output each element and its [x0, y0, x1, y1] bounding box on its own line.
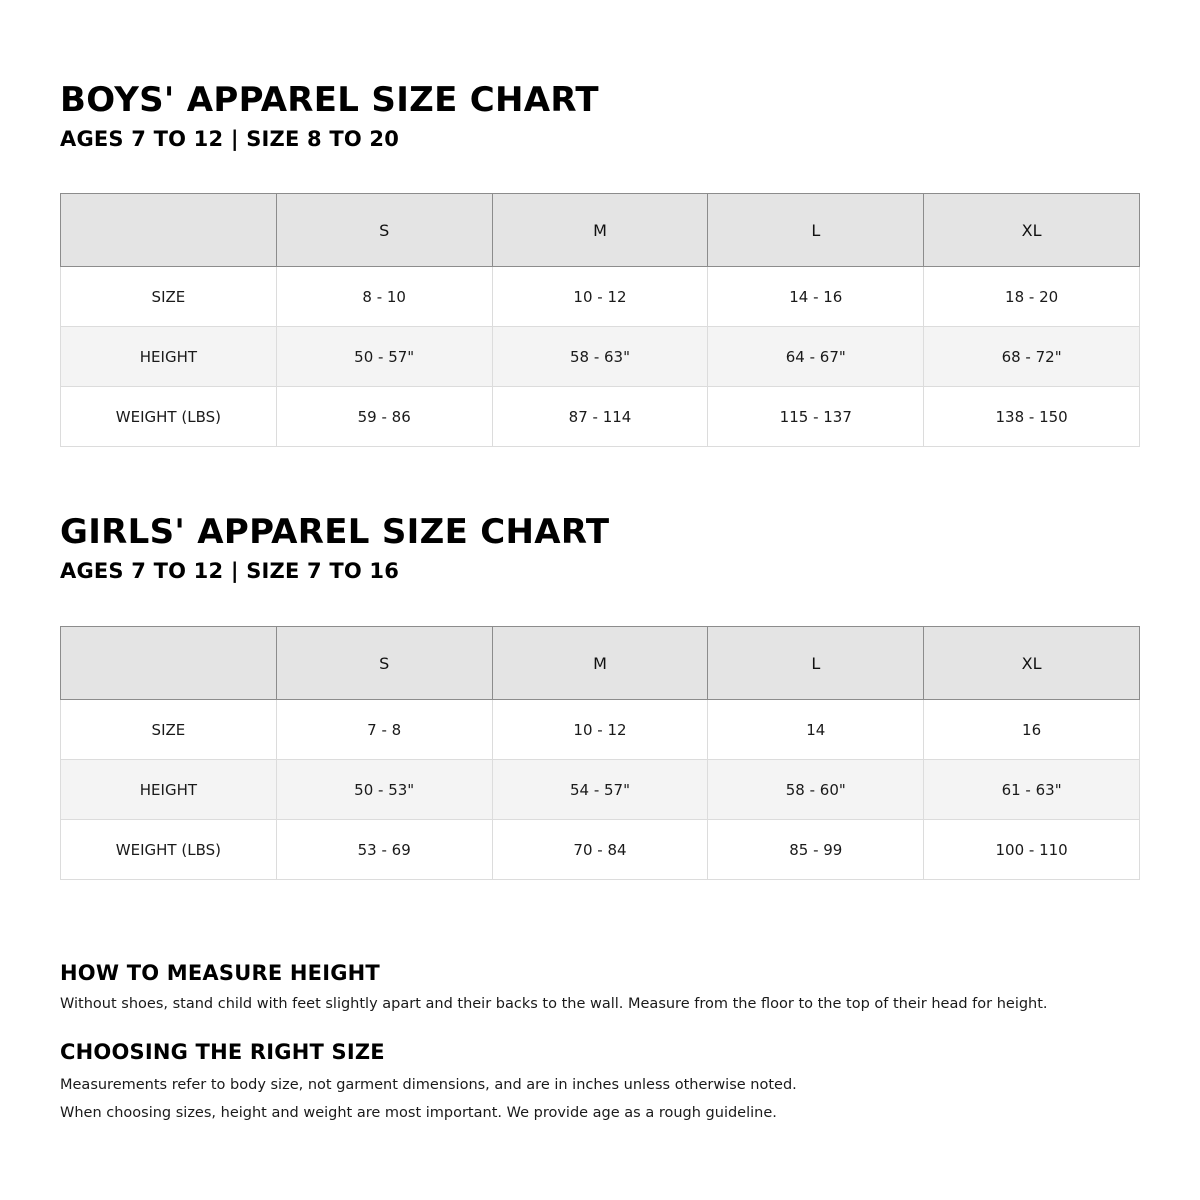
header-cell-l: L: [708, 627, 924, 700]
table-cell: 58 - 63": [492, 327, 708, 387]
row-label: WEIGHT (LBS): [61, 387, 277, 447]
header-cell-xl: XL: [924, 194, 1140, 267]
boys-chart-title: BOYS' APPAREL SIZE CHART: [60, 80, 599, 120]
row-label: HEIGHT: [61, 760, 277, 820]
table-cell: 14: [708, 700, 924, 760]
row-label: HEIGHT: [61, 327, 277, 387]
header-cell-m: M: [492, 194, 708, 267]
boys-chart-subtitle: AGES 7 TO 12 | SIZE 8 TO 20: [60, 127, 400, 151]
girls-chart-title: GIRLS' APPAREL SIZE CHART: [60, 512, 610, 552]
table-row: [61, 820, 1140, 880]
header-cell-blank: [61, 627, 277, 700]
header-cell-s: S: [276, 194, 492, 267]
table-cell: 10 - 12: [492, 700, 708, 760]
measure-height-text: Without shoes, stand child with feet slightly apart and their backs to the wall. Measure from the floor to the top of their head for height.: [60, 996, 1048, 1012]
girls-chart-subtitle: AGES 7 TO 12 | SIZE 7 TO 16: [60, 559, 400, 583]
table-cell: 54 - 57": [492, 760, 708, 820]
table-cell: 53 - 69: [276, 820, 492, 880]
header-cell-s: S: [276, 627, 492, 700]
table-cell: 64 - 67": [708, 327, 924, 387]
table-cell: 87 - 114: [492, 387, 708, 447]
table-cell: 61 - 63": [924, 760, 1140, 820]
row-label: SIZE: [61, 267, 277, 327]
measure-height-heading: HOW TO MEASURE HEIGHT: [60, 961, 380, 985]
right-size-section: [60, 1039, 1140, 1127]
right-size-heading: CHOOSING THE RIGHT SIZE: [60, 1040, 385, 1064]
table-cell: 50 - 57": [276, 327, 492, 387]
right-size-line: Measurements refer to body size, not garment dimensions, and are in inches unless otherwise noted.: [60, 1077, 797, 1093]
table-cell: 14 - 16: [708, 267, 924, 327]
table-row: [61, 387, 1140, 447]
row-label: SIZE: [61, 700, 277, 760]
table-header-row: [61, 194, 1140, 267]
table-cell: 7 - 8: [276, 700, 492, 760]
table-row: [61, 327, 1140, 387]
table-row: [61, 700, 1140, 760]
header-cell-xl: XL: [924, 627, 1140, 700]
table-row: [61, 267, 1140, 327]
girls-size-table: [60, 626, 1140, 880]
table-cell: 18 - 20: [924, 267, 1140, 327]
girls-size-chart-section: [60, 512, 1140, 859]
boys-size-table: [60, 193, 1140, 447]
table-cell: 16: [924, 700, 1140, 760]
header-cell-m: M: [492, 627, 708, 700]
table-header-row: [61, 627, 1140, 700]
table-cell: 68 - 72": [924, 327, 1140, 387]
table-cell: 59 - 86: [276, 387, 492, 447]
right-size-line: When choosing sizes, height and weight are most important. We provide age as a rough guideline.: [60, 1105, 777, 1121]
table-cell: 85 - 99: [708, 820, 924, 880]
table-cell: 115 - 137: [708, 387, 924, 447]
table-cell: 100 - 110: [924, 820, 1140, 880]
row-label: WEIGHT (LBS): [61, 820, 277, 880]
table-cell: 70 - 84: [492, 820, 708, 880]
table-cell: 8 - 10: [276, 267, 492, 327]
table-cell: 58 - 60": [708, 760, 924, 820]
boys-size-chart-section: [60, 80, 1140, 426]
measure-height-section: [60, 960, 1140, 1018]
table-row: [61, 760, 1140, 820]
table-cell: 50 - 53": [276, 760, 492, 820]
header-cell-l: L: [708, 194, 924, 267]
table-cell: 138 - 150: [924, 387, 1140, 447]
table-cell: 10 - 12: [492, 267, 708, 327]
header-cell-blank: [61, 194, 277, 267]
